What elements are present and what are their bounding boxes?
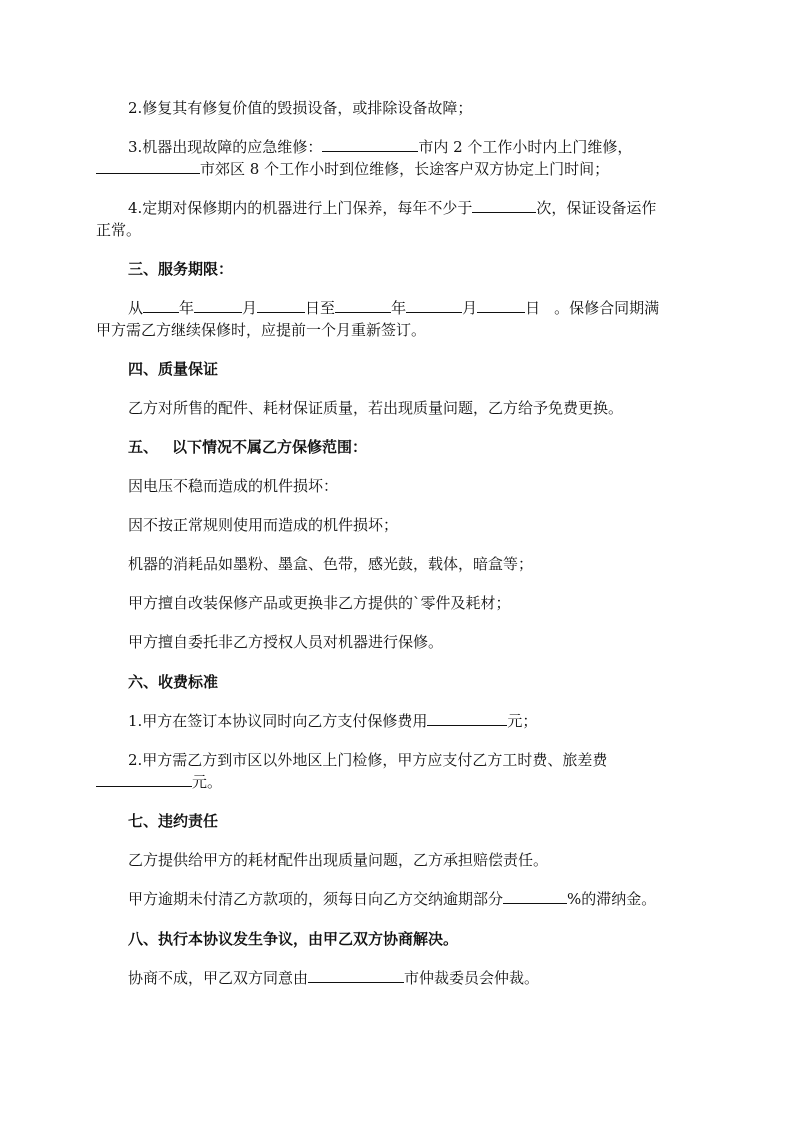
exclusion-text: 甲方擅自委托非乙方授权人员对机器进行保修。: [128, 633, 444, 651]
blank-field[interactable]: [96, 158, 200, 174]
period-tail: 。保修合同期满: [554, 299, 660, 317]
day2-label: 日: [525, 299, 541, 317]
section-8-title: 八、执行本协议发生争议，由甲乙双方协商解决。: [128, 930, 459, 948]
item-4-text: 4.定期对保修期内的机器进行上门保养，每年不少于: [128, 199, 473, 217]
item-4-line1: [96, 197, 738, 219]
from-label: 从: [128, 299, 144, 317]
year-label: 年: [179, 299, 195, 317]
blank-field[interactable]: [472, 197, 536, 213]
section-7-title: 七、违约责任: [128, 812, 219, 830]
blank-field[interactable]: [308, 967, 404, 983]
renewal-text: 甲方需乙方继续保修时，应提前一个月重新签订。: [96, 321, 427, 339]
section-5-title: 以下情况不属乙方保修范围：: [172, 438, 368, 456]
exclusion-text: 甲方擅自改装保修产品或更换非乙方提供的`零件及耗材；: [128, 594, 511, 612]
service-period-line2: [96, 319, 706, 341]
day-to-label: 日至: [305, 299, 336, 317]
item-3-line1: [96, 136, 738, 158]
blank-field[interactable]: [194, 297, 242, 313]
quality-text: [96, 397, 738, 419]
section-3-heading: [96, 258, 738, 280]
fee-item-2-line2: [96, 771, 706, 793]
item-3-label: 3.机器出现故障的应急维修：: [128, 138, 323, 156]
blank-field[interactable]: [427, 710, 507, 726]
section-6-title: 六、收费标准: [128, 673, 219, 691]
exclusion-item: [96, 475, 738, 497]
exclusion-text: 因不按正常规则使用而造成的机件损坏；: [128, 516, 399, 534]
exclusion-item: [96, 631, 738, 653]
blank-field[interactable]: [406, 297, 462, 313]
section-4-heading: [96, 358, 738, 380]
month-label: 月: [242, 299, 258, 317]
blank-field[interactable]: [257, 297, 305, 313]
section-3-title: 三、服务期限：: [128, 260, 234, 278]
breach-item-1: [96, 849, 738, 871]
exclusion-item: [96, 553, 738, 575]
item-3-line2: [96, 158, 706, 180]
exclusion-item: [96, 592, 738, 614]
dispute-text-b: 市仲裁委员会仲裁。: [404, 969, 540, 987]
blank-field[interactable]: [477, 297, 525, 313]
item-4-text-c: 正常。: [96, 221, 142, 239]
blank-field[interactable]: [335, 297, 391, 313]
service-period-line1: [96, 297, 738, 319]
blank-field[interactable]: [143, 297, 179, 313]
section-8-heading: [96, 928, 738, 950]
fee-2-unit: 元。: [192, 773, 223, 791]
exclusion-text: 机器的消耗品如墨粉、墨盒、色带，感光鼓，载体，暗盒等；: [128, 555, 534, 573]
fee-2-text: 2.甲方需乙方到市区以外地区上门检修，甲方应支付乙方工时费、旅差费: [128, 751, 608, 769]
breach-1-text: 乙方提供给甲方的耗材配件出现质量问题，乙方承担赔偿责任。: [128, 851, 549, 869]
blank-field[interactable]: [96, 771, 192, 787]
breach-item-2: [96, 888, 738, 910]
fee-1-unit: 元；: [507, 712, 538, 730]
dispute-text: [96, 967, 738, 989]
section-6-heading: [96, 671, 738, 693]
section-5-number: 五、: [128, 438, 159, 456]
year2-label: 年: [391, 299, 407, 317]
item-2: [96, 97, 738, 119]
quality-body: 乙方对所售的配件、耗材保证质量，若出现质量问题，乙方给予免费更换。: [128, 399, 624, 417]
blank-field[interactable]: [503, 888, 567, 904]
section-7-heading: [96, 810, 738, 832]
exclusion-item: [96, 514, 738, 536]
item-3-suburb-text: 市郊区 8 个工作小时到位维修，长途客户双方协定上门时间；: [200, 160, 610, 178]
section-5-heading: [96, 436, 738, 458]
month2-label: 月: [462, 299, 478, 317]
item-2-text: 2.修复其有修复价值的毁损设备，或排除设备故障；: [128, 99, 473, 117]
dispute-text-a: 协商不成，甲乙双方同意由: [128, 969, 309, 987]
fee-1-text: 1.甲方在签订本协议同时向乙方支付保修费用: [128, 712, 428, 730]
breach-2-unit: %的滞纳金。: [567, 890, 657, 908]
exclusion-text: 因电压不稳而造成的机件损坏：: [128, 477, 339, 495]
item-3-city-text: 市内 2 个工作小时内上门维修，: [418, 138, 633, 156]
item-4-line2: [96, 219, 706, 241]
section-4-title: 四、质量保证: [128, 360, 219, 378]
blank-field[interactable]: [322, 136, 418, 152]
item-4-text-b: 次，保证设备运作: [536, 199, 657, 217]
fee-item-1: [96, 710, 738, 732]
breach-2-text: 甲方逾期未付清乙方款项的，须每日向乙方交纳逾期部分: [128, 890, 504, 908]
fee-item-2-line1: [96, 749, 738, 771]
